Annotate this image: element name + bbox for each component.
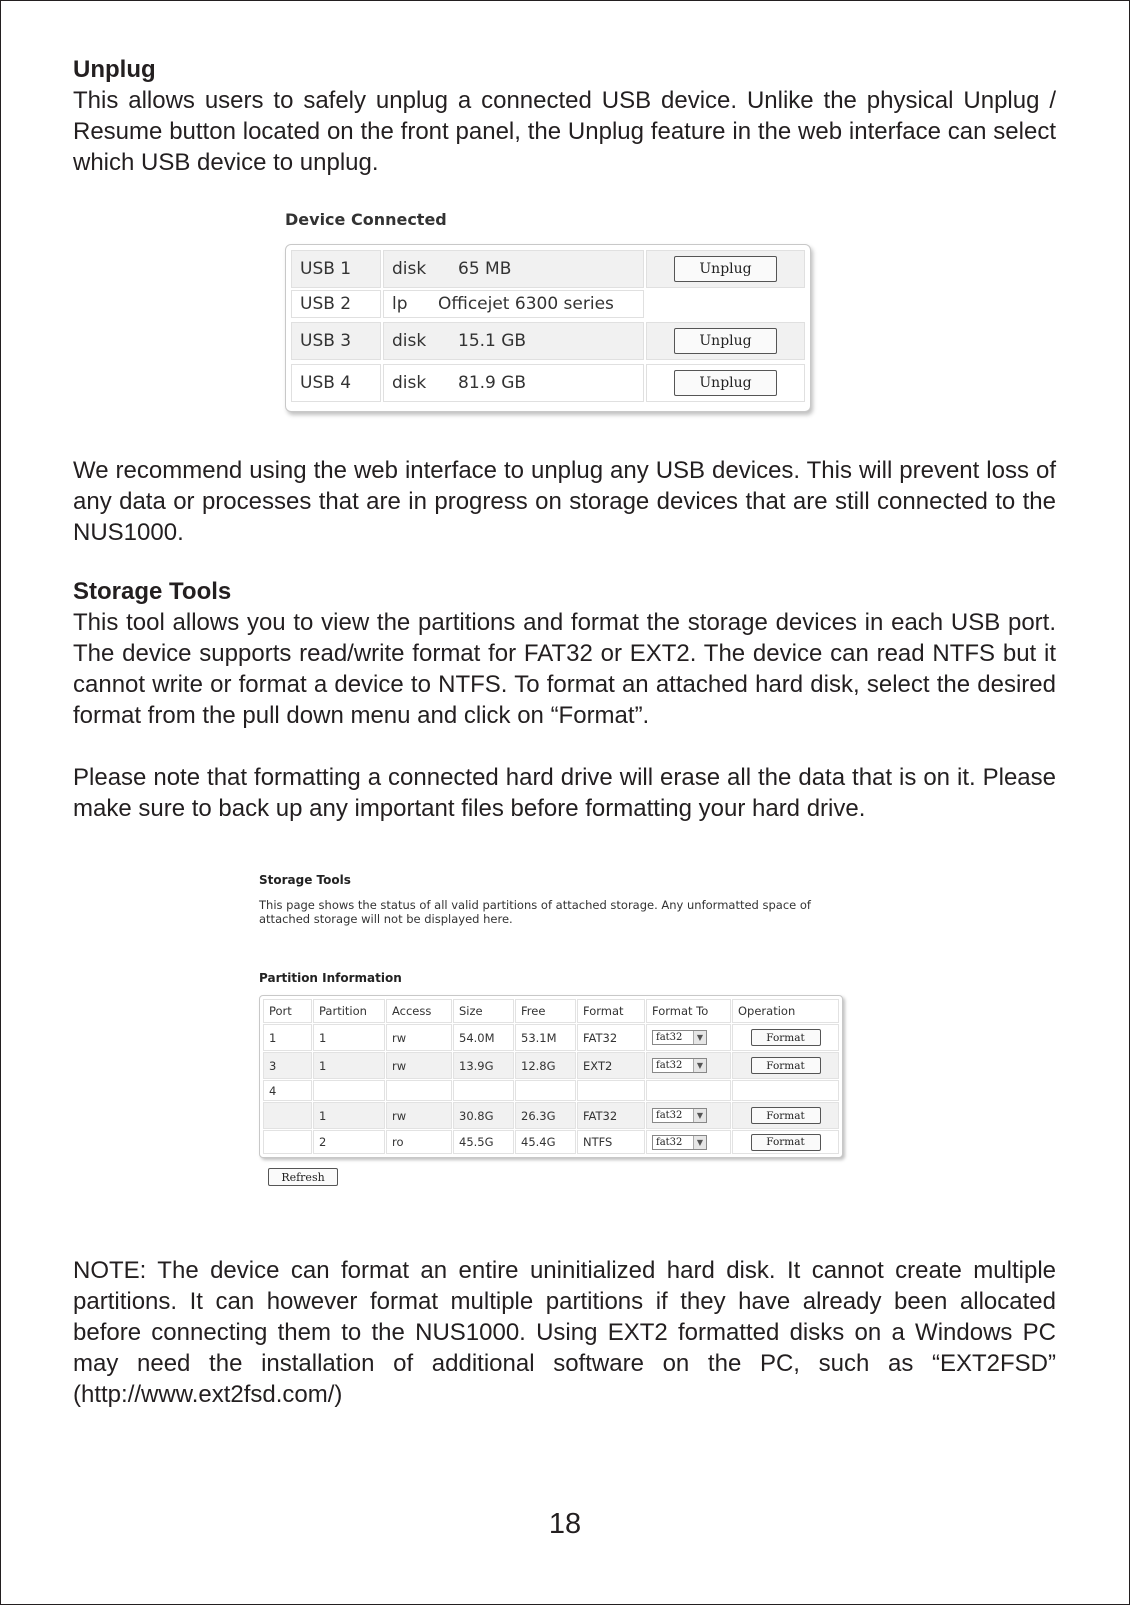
storage-screenshot-title: Storage Tools <box>259 873 351 887</box>
cell-format: FAT32 <box>577 1024 645 1051</box>
table-row <box>263 1052 839 1079</box>
cell-operation <box>732 1080 839 1101</box>
format-button[interactable]: Format <box>751 1057 821 1074</box>
cell-format-to <box>646 1102 731 1129</box>
storage-screenshot-description: This page shows the status of all valid partitions of attached storage. Any unformatted space of attached storage will not be displayed here. <box>259 898 811 926</box>
storage-tools-heading: Storage Tools <box>73 578 232 605</box>
column-header: Access <box>386 999 452 1023</box>
storage-warning-paragraph: Please note that formatting a connected hard drive will erase all the data that is on it. Please make sure to back up any important files before formatting your hard drive. <box>73 764 1056 822</box>
cell-partition: 1 <box>313 1024 385 1051</box>
table-row <box>263 1130 839 1154</box>
cell-format-to <box>646 1052 731 1079</box>
column-header: Operation <box>732 999 839 1023</box>
page-number: 18 <box>548 1508 582 1540</box>
cell-size: 30.8G <box>453 1102 514 1129</box>
format-select-value: fat32 <box>656 1060 683 1071</box>
unplug-button[interactable]: Unplug <box>674 256 777 282</box>
recommend-paragraph: We recommend using the web interface to unplug any USB devices. This will prevent loss of any data or processes that are in progress on storage devices that are still connected to the NUS1000. <box>73 457 1056 546</box>
device-detail: 81.9 GB <box>458 373 527 393</box>
chevron-down-icon: ▼ <box>693 1059 706 1072</box>
chevron-down-icon: ▼ <box>693 1136 706 1149</box>
device-connected-panel <box>285 244 811 412</box>
cell-free: 53.1M <box>515 1024 576 1051</box>
column-header: Port <box>263 999 312 1023</box>
unplug-heading: Unplug <box>73 56 156 83</box>
format-select[interactable] <box>652 1058 707 1073</box>
device-info <box>383 290 644 318</box>
device-port: USB 2 <box>291 290 381 318</box>
device-row <box>291 290 805 318</box>
cell-format <box>577 1080 645 1101</box>
device-type: lp <box>392 294 408 314</box>
cell-format-to <box>646 1080 731 1101</box>
column-header: Partition <box>313 999 385 1023</box>
device-type: disk <box>392 259 427 279</box>
device-action <box>646 250 805 288</box>
column-header: Format To <box>646 999 731 1023</box>
cell-free <box>515 1080 576 1101</box>
format-select-value: fat32 <box>656 1110 683 1121</box>
format-button[interactable]: Format <box>751 1029 821 1046</box>
device-action <box>646 364 805 402</box>
cell-operation <box>732 1024 839 1051</box>
device-info <box>383 250 644 288</box>
table-row <box>263 1024 839 1051</box>
device-info <box>383 364 644 402</box>
device-type: disk <box>392 331 427 351</box>
device-action <box>646 322 805 360</box>
cell-partition: 1 <box>313 1102 385 1129</box>
device-port: USB 3 <box>291 322 381 360</box>
storage-tools-paragraph: This tool allows you to view the partitions and format the storage devices in each USB port. The device supports read/write format for FAT32 or EXT2. The device can read NTFS but it cannot write or format a device to NTFS. To format an attached hard disk, select the desired format from the pull down menu and click on “Format”. <box>73 609 1056 729</box>
format-button[interactable]: Format <box>751 1107 821 1124</box>
device-row <box>291 250 805 288</box>
device-port: USB 1 <box>291 250 381 288</box>
table-row <box>263 1080 839 1101</box>
cell-operation <box>732 1052 839 1079</box>
cell-format-to <box>646 1024 731 1051</box>
device-row <box>291 322 805 360</box>
cell-free: 12.8G <box>515 1052 576 1079</box>
format-button[interactable]: Format <box>751 1134 821 1151</box>
cell-format-to <box>646 1130 731 1154</box>
device-info <box>383 322 644 360</box>
cell-port <box>263 1130 312 1154</box>
cell-access <box>386 1080 452 1101</box>
cell-size: 54.0M <box>453 1024 514 1051</box>
cell-access: rw <box>386 1102 452 1129</box>
cell-operation <box>732 1130 839 1154</box>
cell-free: 26.3G <box>515 1102 576 1129</box>
format-select-value: fat32 <box>656 1136 683 1148</box>
cell-port: 3 <box>263 1052 312 1079</box>
format-select[interactable] <box>652 1108 707 1123</box>
cell-operation <box>732 1102 839 1129</box>
column-header: Free <box>515 999 576 1023</box>
cell-size: 13.9G <box>453 1052 514 1079</box>
cell-access: rw <box>386 1052 452 1079</box>
device-detail: Officejet 6300 series <box>438 294 614 314</box>
partition-table <box>259 995 843 1158</box>
cell-format: NTFS <box>577 1130 645 1154</box>
device-port: USB 4 <box>291 364 381 402</box>
device-row <box>291 364 805 402</box>
device-connected-title: Device Connected <box>285 210 447 229</box>
cell-size: 45.5G <box>453 1130 514 1154</box>
cell-partition <box>313 1080 385 1101</box>
cell-port: 1 <box>263 1024 312 1051</box>
unplug-button[interactable]: Unplug <box>674 328 777 354</box>
cell-partition: 2 <box>313 1130 385 1154</box>
column-header: Format <box>577 999 645 1023</box>
note-paragraph: NOTE: The device can format an entire uninitialized hard disk. It cannot create multiple partitions. It can however format multiple partitions if they have already been allocated before connecting them to the NUS1000. Using EXT2 formatted disks on a Windows PC may need the installation of additional software on the PC, such as “EXT2FSD” (http://www.ext2fsd.com/) <box>73 1257 1056 1408</box>
format-select[interactable] <box>652 1135 707 1150</box>
cell-format: FAT32 <box>577 1102 645 1129</box>
format-select-value: fat32 <box>656 1032 683 1043</box>
cell-port <box>263 1102 312 1129</box>
cell-size <box>453 1080 514 1101</box>
device-detail: 15.1 GB <box>458 331 527 351</box>
cell-partition: 1 <box>313 1052 385 1079</box>
column-header: Size <box>453 999 514 1023</box>
format-select[interactable] <box>652 1030 707 1045</box>
device-type: disk <box>392 373 427 393</box>
device-detail: 65 MB <box>458 259 512 279</box>
cell-free: 45.4G <box>515 1130 576 1154</box>
cell-access: ro <box>386 1130 452 1154</box>
cell-format: EXT2 <box>577 1052 645 1079</box>
table-header-row <box>263 999 839 1023</box>
unplug-paragraph: This allows users to safely unplug a connected USB device. Unlike the physical Unplug / Resume button located on the front panel, the Unplug feature in the web interface can select which USB device to unplug. <box>73 87 1056 176</box>
cell-port: 4 <box>263 1080 312 1101</box>
unplug-button[interactable]: Unplug <box>674 370 777 396</box>
chevron-down-icon: ▼ <box>693 1031 706 1044</box>
refresh-button[interactable]: Refresh <box>268 1168 338 1186</box>
chevron-down-icon: ▼ <box>693 1109 706 1122</box>
table-row <box>263 1102 839 1129</box>
partition-info-heading: Partition Information <box>259 971 402 985</box>
cell-access: rw <box>386 1024 452 1051</box>
